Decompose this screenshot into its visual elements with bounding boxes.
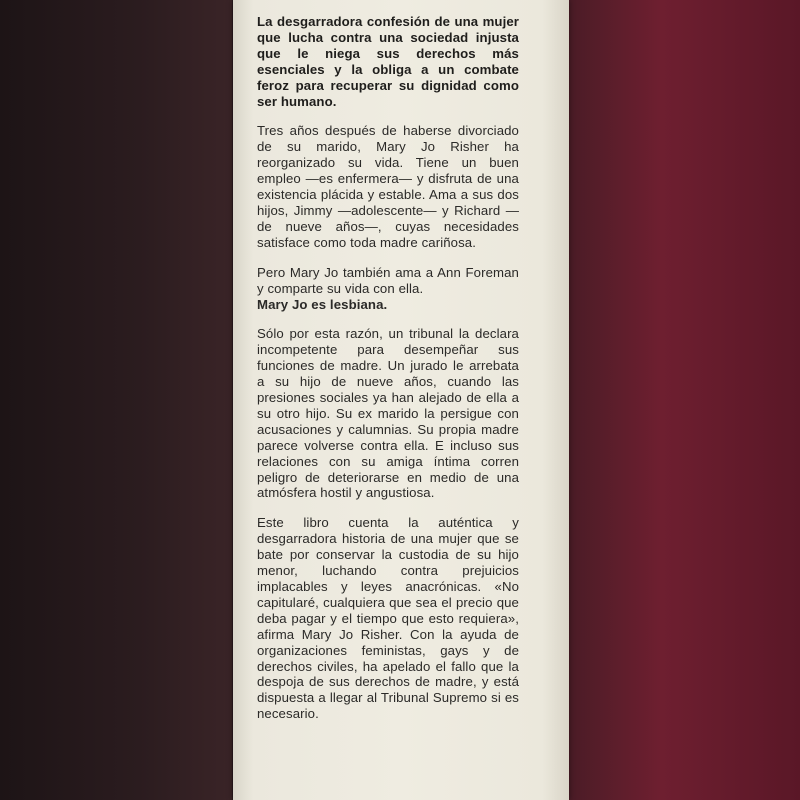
paragraph-4: Este libro cuenta la auténtica y desgarradora historia de una mujer que se bate por conservar la custodia de su hijo menor, luchando contra prejuicios implacables y leyes anacrónicas. «No capitularé, cualquiera que sea el precio que deba pagar y el tiempo que esto requiera», afirma Mary Jo Risher. Con la ayuda de organizaciones feministas, gays y de derechos civiles, ha apelado el fallo que la despoja de sus derechos de madre, y está dispuesta a llegar al Tribunal Supremo si es necesario. [257,515,519,722]
flap-text [257,14,519,736]
paragraph-1: Tres años después de haberse divorciado de su marido, Mary Jo Risher ha reorganizado su vida. Tiene un buen empleo —es enfermera— y disfruta de una existencia plácida y estable. Ama a sus dos hijos, Jimmy —adolescente— y Richard —de nueve años—, cuyas necesidades satisface como toda madre cariñosa. [257,123,519,250]
intro-paragraph: La desgarradora confesión de una mujer que lucha contra una sociedad injusta que le niega sus derechos más esenciales y la obliga a un combate feroz para recuperar su dignidad como ser humano. [257,14,519,109]
background-right [568,0,800,800]
paragraph-3: Sólo por esta razón, un tribunal la declara incompetente para desempeñar sus funciones de madre. Un jurado le arrebata a su hijo de nueve años, cuando las presiones sociales ya han alejado de ella a su otro hijo. Su ex marido la persigue con acusaciones y calumnias. Su propia madre parece volverse contra ella. E incluso sus relaciones con su amiga íntima corren peligro de deteriorarse en medio de una atmósfera hostil y angustiosa. [257,326,519,501]
paragraph-2 [257,265,519,313]
paragraph-2-bold: Mary Jo es lesbiana. [257,296,388,312]
background-left [0,0,232,800]
paragraph-2-text: Pero Mary Jo también ama a Ann Foreman y comparte su vida con ella. [257,264,519,296]
